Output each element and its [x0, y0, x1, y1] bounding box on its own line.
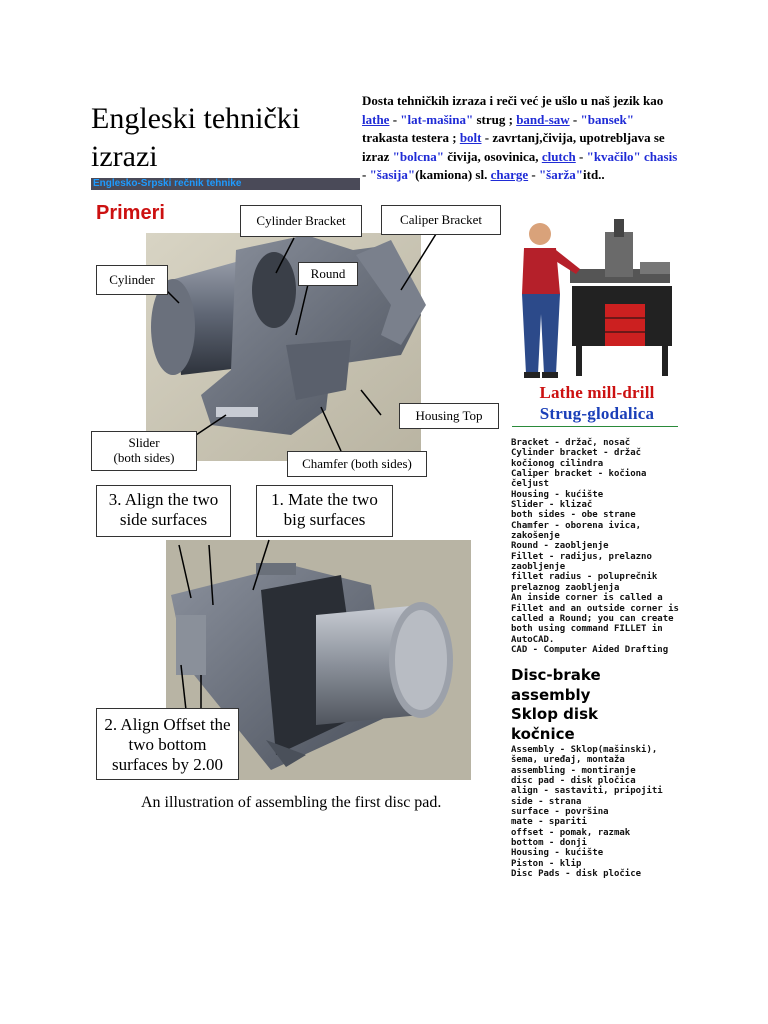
glossary-item: side - strana — [511, 796, 582, 807]
subtitle-bar — [91, 178, 360, 190]
glossary-item: offset - pomak, razmak — [511, 827, 631, 838]
intro-sep: - — [575, 148, 587, 164]
heading-line: Sklop disk — [511, 705, 598, 723]
top-slot — [256, 563, 296, 575]
glossary-item: Slider - klizač — [511, 500, 593, 511]
intro-paragraph — [362, 92, 682, 185]
glossary-item: fillet radius - poluprečnik prelaznog zaobljenja — [511, 572, 658, 593]
glossary-item: An inside corner is called a Fillet and an outside corner is called a Round; you can create both using command FILLET in AutoCAD. — [511, 593, 679, 645]
disc-brake-figure — [91, 195, 501, 820]
slider-pad — [216, 407, 258, 417]
man-shirt — [522, 248, 560, 294]
label-caliper-bracket: Caliper Bracket — [381, 205, 501, 235]
bracket-bore — [252, 252, 296, 328]
glossary-item: Piston - klip — [511, 858, 582, 869]
glossary-item: Round - zaobljenje — [511, 541, 609, 552]
quoted-term: "šarža" — [538, 167, 584, 182]
intro-sep: - — [389, 111, 401, 127]
glossary-item: bottom - donji — [511, 838, 587, 849]
glossary-item: assembling - montiranje — [511, 765, 636, 776]
glossary-item: Caliper bracket - kočiona čeljust — [511, 469, 647, 490]
heading-line: assembly — [511, 685, 591, 704]
glossary-item: surface - površina — [511, 807, 609, 818]
glossary-item: Disc Pads - disk pločice — [511, 869, 642, 880]
label-housing-top: Housing Top — [399, 403, 499, 429]
figure-caption: An illustration of assembling the first disc pad. — [141, 794, 442, 811]
glossary-item: Housing - kućište — [511, 848, 604, 859]
label-slider — [91, 431, 197, 471]
glossary-item: CAD - Computer Aided Drafting — [511, 644, 669, 655]
intro-text: čivija, osovinica, — [443, 148, 542, 164]
step-2-callout: 2. Align Offset the two bottom surfaces by 2.00 — [96, 708, 239, 780]
heading-line: Disc-brake — [511, 666, 601, 684]
figure-heading: Primeri — [96, 202, 165, 224]
glossary-item: disc pad - disk pločica — [511, 776, 636, 787]
heading-line: kočnice — [511, 724, 575, 743]
glossary-list-2 — [511, 745, 686, 879]
mill-head — [605, 232, 633, 277]
bolt-link[interactable]: bolt — [459, 130, 482, 145]
photo-caption-serbian: Strug-glodalica — [539, 404, 655, 423]
band-saw-link[interactable]: band-saw — [516, 111, 570, 127]
glossary-item: Chamfer - oborena ivica, zakošenje — [511, 520, 642, 542]
step-3-callout: 3. Align the two side surfaces — [96, 485, 231, 537]
clutch-link[interactable]: clutch — [541, 148, 576, 164]
label-cylinder-bracket: Cylinder Bracket — [240, 205, 362, 237]
lathe-photo — [510, 214, 680, 389]
intro-text: itd.. — [583, 167, 605, 182]
caption-underline — [512, 426, 678, 427]
label-chamfer: Chamfer (both sides) — [287, 451, 427, 477]
page-title: Engleski tehnički izrazi — [91, 102, 301, 173]
intro-sep: - — [362, 167, 370, 182]
step-1-callout: 1. Mate the two big surfaces — [256, 485, 393, 537]
label-round: Round — [298, 262, 358, 286]
intro-sep: - — [569, 111, 581, 127]
disc-brake-heading — [511, 666, 686, 744]
red-drawers — [605, 304, 645, 346]
intro-text: - zavrtanj,čivija, upotrebljava se izraz — [362, 130, 665, 164]
glossary-item: Cylinder bracket - držač kočionog cilindra — [511, 448, 642, 469]
quoted-term: "bansek" — [580, 111, 634, 127]
intro-text: strug ; — [473, 111, 517, 127]
glossary-item: align - sastaviti, pripojiti — [511, 786, 663, 797]
quoted-term-chasis: chasis — [644, 148, 678, 164]
glossary-item: Housing - kućište — [511, 489, 604, 500]
quoted-term: "kvačilo" — [586, 148, 641, 164]
quoted-term: "bolcna" — [392, 148, 444, 164]
subtitle-text: Englesko-Srpski rečnik tehnike — [93, 178, 242, 189]
slider-label: Slider (both sides) — [113, 435, 175, 465]
glossary-item: Assembly - Sklop(mašinski), šema, uređaj, montaža — [511, 745, 658, 766]
charge-link[interactable]: charge — [490, 167, 529, 182]
glossary-item: Bracket - držač, nosač — [511, 438, 631, 448]
intro-text: Dosta tehničkih izraza i reči već je ušlo u naš jezik kao — [362, 93, 664, 108]
glossary-item: both sides - obe strane — [511, 510, 636, 521]
piston-face-inner — [395, 610, 447, 710]
glossary-item: mate - spariti — [511, 817, 587, 828]
lathe-link[interactable]: lathe — [362, 111, 390, 127]
quoted-term: "lat-mašina" — [400, 111, 474, 127]
glossary-item: Fillet - radijus, prelazno zaobljenje — [511, 551, 652, 573]
man-head — [529, 223, 551, 245]
glossary-list-1 — [511, 438, 686, 655]
intro-text: trakasta testera ; — [362, 130, 460, 145]
label-cylinder: Cylinder — [96, 265, 168, 295]
intro-sep: - — [528, 167, 539, 182]
photo-caption-english: Lathe mill-drill — [539, 383, 655, 402]
quoted-term: "šasija" — [369, 167, 416, 182]
intro-text: (kamiona) sl. — [415, 167, 491, 182]
